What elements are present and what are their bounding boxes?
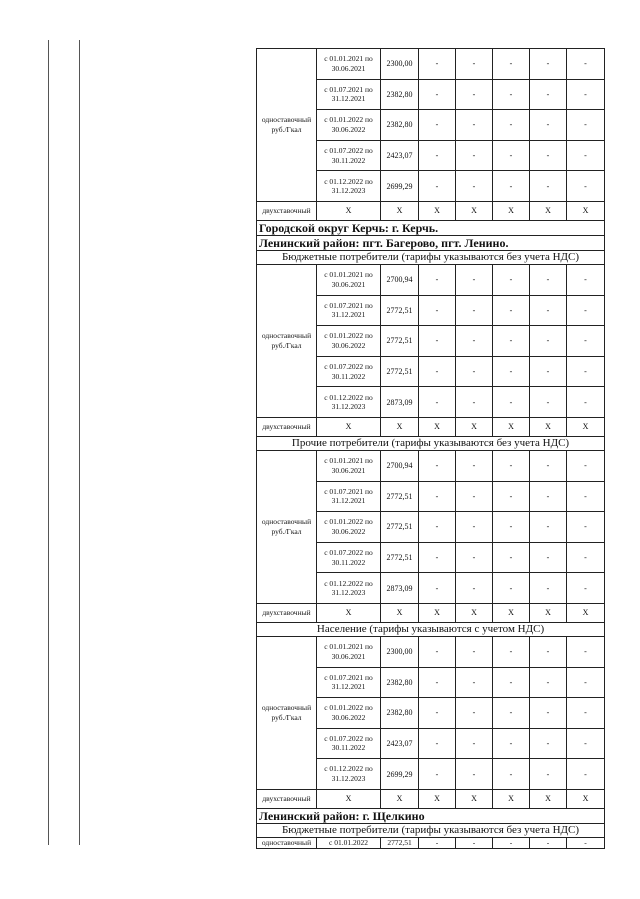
empty-dash: - — [419, 79, 456, 110]
empty-dash: - — [530, 481, 567, 512]
empty-dash: - — [567, 667, 605, 698]
two-part-label: двухставочный — [257, 201, 317, 220]
x-mark: X — [381, 417, 419, 436]
empty-dash: - — [567, 759, 605, 790]
two-part-label: двухставочный — [257, 603, 317, 622]
page-rule-left — [48, 40, 49, 845]
period-cell: с 01.01.2022 по 30.06.2022 — [317, 326, 381, 357]
empty-dash: - — [419, 759, 456, 790]
empty-dash: - — [530, 667, 567, 698]
x-mark: X — [381, 789, 419, 808]
empty-dash: - — [493, 326, 530, 357]
x-mark: X — [493, 789, 530, 808]
empty-dash: - — [419, 356, 456, 387]
empty-dash: - — [456, 79, 493, 110]
tariff-row — [257, 49, 605, 80]
empty-dash: - — [493, 110, 530, 141]
subheading-row — [257, 250, 605, 264]
period-cell: с 01.01.2021 по 30.06.2021 — [317, 450, 381, 481]
empty-dash: - — [567, 698, 605, 729]
two-part-label: двухставочный — [257, 789, 317, 808]
x-mark: X — [317, 603, 381, 622]
x-mark: X — [567, 417, 605, 436]
empty-dash: - — [567, 295, 605, 326]
empty-dash: - — [456, 140, 493, 171]
category-subheading: Бюджетные потребители (тарифы указываются без учета НДС) — [257, 823, 605, 837]
category-subheading: Бюджетные потребители (тарифы указываются без учета НДС) — [257, 250, 605, 264]
page-rule-right — [79, 40, 80, 845]
tariff-value: 2300,00 — [381, 636, 419, 667]
empty-dash: - — [567, 264, 605, 295]
empty-dash: - — [530, 573, 567, 604]
period-cell: с 01.07.2021 по 31.12.2021 — [317, 295, 381, 326]
empty-dash: - — [419, 573, 456, 604]
unit-label: одноставочный руб./Гкал — [257, 450, 317, 603]
period-cell: с 01.01.2022 по 30.06.2022 — [317, 110, 381, 141]
empty-dash: - — [493, 728, 530, 759]
period-cell: с 01.01.2021 по 30.06.2021 — [317, 49, 381, 80]
empty-dash: - — [456, 512, 493, 543]
empty-dash: - — [493, 387, 530, 418]
empty-dash: - — [530, 49, 567, 80]
empty-dash: - — [530, 110, 567, 141]
x-mark: X — [530, 789, 567, 808]
tariff-value: 2772,51 — [381, 326, 419, 357]
empty-dash: - — [530, 326, 567, 357]
empty-dash: - — [419, 110, 456, 141]
x-mark: X — [493, 603, 530, 622]
two-part-row — [257, 789, 605, 808]
empty-dash: - — [419, 837, 456, 848]
x-mark: X — [567, 789, 605, 808]
empty-dash: - — [567, 573, 605, 604]
empty-dash: - — [530, 542, 567, 573]
empty-dash: - — [567, 636, 605, 667]
x-mark: X — [456, 789, 493, 808]
category-subheading: Прочие потребители (тарифы указываются без учета НДС) — [257, 436, 605, 450]
subheading-row — [257, 622, 605, 636]
empty-dash: - — [493, 295, 530, 326]
empty-dash: - — [456, 636, 493, 667]
empty-dash: - — [456, 450, 493, 481]
empty-dash: - — [456, 837, 493, 848]
empty-dash: - — [567, 387, 605, 418]
empty-dash: - — [493, 636, 530, 667]
x-mark: X — [317, 417, 381, 436]
empty-dash: - — [419, 140, 456, 171]
tariff-value: 2699,29 — [381, 759, 419, 790]
unit-label: одноставочный руб./Гкал — [257, 264, 317, 417]
empty-dash: - — [419, 387, 456, 418]
empty-dash: - — [567, 79, 605, 110]
x-mark: X — [456, 201, 493, 220]
x-mark: X — [456, 603, 493, 622]
two-part-row — [257, 201, 605, 220]
tariff-table-body — [257, 49, 605, 849]
tariff-value: 2699,29 — [381, 171, 419, 202]
tariff-value: 2700,94 — [381, 450, 419, 481]
empty-dash: - — [567, 481, 605, 512]
period-cell: с 01.12.2022 по 31.12.2023 — [317, 171, 381, 202]
tariff-value: 2382,80 — [381, 79, 419, 110]
unit-label: одноставочный руб./Гкал — [257, 636, 317, 789]
x-mark: X — [567, 603, 605, 622]
empty-dash: - — [530, 698, 567, 729]
empty-dash: - — [456, 667, 493, 698]
empty-dash: - — [493, 542, 530, 573]
x-mark: X — [317, 201, 381, 220]
period-cell: с 01.12.2022 по 31.12.2023 — [317, 573, 381, 604]
section-heading: Ленинский район: пгт. Багерово, пгт. Ленино. — [257, 235, 605, 250]
empty-dash: - — [419, 636, 456, 667]
empty-dash: - — [456, 171, 493, 202]
empty-dash: - — [493, 698, 530, 729]
empty-dash: - — [530, 140, 567, 171]
empty-dash: - — [567, 110, 605, 141]
tariff-table — [256, 48, 605, 849]
empty-dash: - — [419, 512, 456, 543]
tariff-value: 2772,51 — [381, 356, 419, 387]
empty-dash: - — [530, 356, 567, 387]
empty-dash: - — [419, 326, 456, 357]
empty-dash: - — [567, 326, 605, 357]
period-cell: с 01.12.2022 по 31.12.2023 — [317, 387, 381, 418]
tariff-value: 2382,80 — [381, 698, 419, 729]
x-mark: X — [317, 789, 381, 808]
empty-dash: - — [419, 728, 456, 759]
empty-dash: - — [530, 450, 567, 481]
empty-dash: - — [530, 512, 567, 543]
period-cell: с 01.07.2021 по 31.12.2021 — [317, 481, 381, 512]
empty-dash: - — [567, 512, 605, 543]
empty-dash: - — [530, 79, 567, 110]
empty-dash: - — [530, 171, 567, 202]
empty-dash: - — [493, 356, 530, 387]
tariff-value: 2772,51 — [381, 542, 419, 573]
tariff-value: 2300,00 — [381, 49, 419, 80]
period-cell: с 01.01.2022 по 30.06.2022 — [317, 512, 381, 543]
tariff-value: 2873,09 — [381, 387, 419, 418]
period-cell: с 01.01.2022 по 30.06.2022 — [317, 698, 381, 729]
empty-dash: - — [567, 450, 605, 481]
empty-dash: - — [567, 140, 605, 171]
tariff-row — [257, 636, 605, 667]
tariff-row — [257, 450, 605, 481]
empty-dash: - — [419, 667, 456, 698]
empty-dash: - — [456, 728, 493, 759]
period-cell: с 01.07.2022 по 30.11.2022 — [317, 542, 381, 573]
empty-dash: - — [493, 512, 530, 543]
tariff-value: 2382,80 — [381, 110, 419, 141]
x-mark: X — [419, 789, 456, 808]
subheading-row — [257, 823, 605, 837]
empty-dash: - — [456, 698, 493, 729]
empty-dash: - — [456, 573, 493, 604]
subheading-row — [257, 436, 605, 450]
empty-dash: - — [419, 171, 456, 202]
empty-dash: - — [456, 110, 493, 141]
section-heading: Городской округ Керчь: г. Керчь. — [257, 220, 605, 235]
empty-dash: - — [530, 264, 567, 295]
period-cell: с 01.07.2022 по 30.11.2022 — [317, 728, 381, 759]
x-mark: X — [419, 417, 456, 436]
x-mark: X — [493, 417, 530, 436]
empty-dash: - — [530, 295, 567, 326]
heading-row — [257, 808, 605, 823]
two-part-row — [257, 417, 605, 436]
heading-row — [257, 220, 605, 235]
x-mark: X — [567, 201, 605, 220]
section-heading: Ленинский район: г. Щелкино — [257, 808, 605, 823]
empty-dash: - — [419, 698, 456, 729]
period-cell: с 01.07.2022 по 30.11.2022 — [317, 356, 381, 387]
unit-label: одноставочный руб./Гкал — [257, 49, 317, 202]
empty-dash: - — [567, 837, 605, 848]
empty-dash: - — [493, 481, 530, 512]
empty-dash: - — [419, 295, 456, 326]
tariff-value: 2772,51 — [381, 837, 419, 848]
empty-dash: - — [530, 387, 567, 418]
empty-dash: - — [567, 49, 605, 80]
empty-dash: - — [567, 542, 605, 573]
tariff-value: 2423,07 — [381, 140, 419, 171]
empty-dash: - — [456, 49, 493, 80]
x-mark: X — [493, 201, 530, 220]
x-mark: X — [419, 603, 456, 622]
tariff-value: 2772,51 — [381, 295, 419, 326]
empty-dash: - — [456, 264, 493, 295]
two-part-row — [257, 603, 605, 622]
empty-dash: - — [530, 636, 567, 667]
empty-dash: - — [493, 79, 530, 110]
empty-dash: - — [493, 573, 530, 604]
tariff-value: 2873,09 — [381, 573, 419, 604]
x-mark: X — [419, 201, 456, 220]
empty-dash: - — [567, 728, 605, 759]
category-subheading: Население (тарифы указываются с учетом НДС) — [257, 622, 605, 636]
empty-dash: - — [493, 264, 530, 295]
empty-dash: - — [493, 140, 530, 171]
empty-dash: - — [530, 728, 567, 759]
tariff-row-partial — [257, 837, 605, 848]
period-cell: с 01.07.2022 по 30.11.2022 — [317, 140, 381, 171]
period-cell: с 01.07.2021 по 31.12.2021 — [317, 667, 381, 698]
heading-row — [257, 235, 605, 250]
empty-dash: - — [493, 171, 530, 202]
period-cell: с 01.01.2021 по 30.06.2021 — [317, 636, 381, 667]
empty-dash: - — [530, 759, 567, 790]
empty-dash: - — [493, 49, 530, 80]
x-mark: X — [530, 417, 567, 436]
x-mark: X — [456, 417, 493, 436]
empty-dash: - — [493, 837, 530, 848]
tariff-value: 2382,80 — [381, 667, 419, 698]
period-cell: с 01.07.2021 по 31.12.2021 — [317, 79, 381, 110]
empty-dash: - — [567, 171, 605, 202]
empty-dash: - — [567, 356, 605, 387]
empty-dash: - — [456, 759, 493, 790]
tariff-row — [257, 264, 605, 295]
two-part-label: двухставочный — [257, 417, 317, 436]
tariff-value: 2700,94 — [381, 264, 419, 295]
period-cell: с 01.12.2022 по 31.12.2023 — [317, 759, 381, 790]
period-cell: с 01.01.2022 — [317, 837, 381, 848]
empty-dash: - — [456, 326, 493, 357]
empty-dash: - — [530, 837, 567, 848]
empty-dash: - — [493, 667, 530, 698]
empty-dash: - — [419, 49, 456, 80]
unit-label: одноставочный — [257, 837, 317, 848]
x-mark: X — [530, 201, 567, 220]
x-mark: X — [530, 603, 567, 622]
tariff-value: 2772,51 — [381, 481, 419, 512]
empty-dash: - — [456, 356, 493, 387]
empty-dash: - — [493, 450, 530, 481]
empty-dash: - — [456, 481, 493, 512]
empty-dash: - — [419, 450, 456, 481]
empty-dash: - — [456, 295, 493, 326]
period-cell: с 01.01.2021 по 30.06.2021 — [317, 264, 381, 295]
empty-dash: - — [493, 759, 530, 790]
tariff-value: 2772,51 — [381, 512, 419, 543]
x-mark: X — [381, 201, 419, 220]
empty-dash: - — [419, 264, 456, 295]
empty-dash: - — [456, 542, 493, 573]
empty-dash: - — [456, 387, 493, 418]
empty-dash: - — [419, 481, 456, 512]
empty-dash: - — [419, 542, 456, 573]
tariff-value: 2423,07 — [381, 728, 419, 759]
x-mark: X — [381, 603, 419, 622]
